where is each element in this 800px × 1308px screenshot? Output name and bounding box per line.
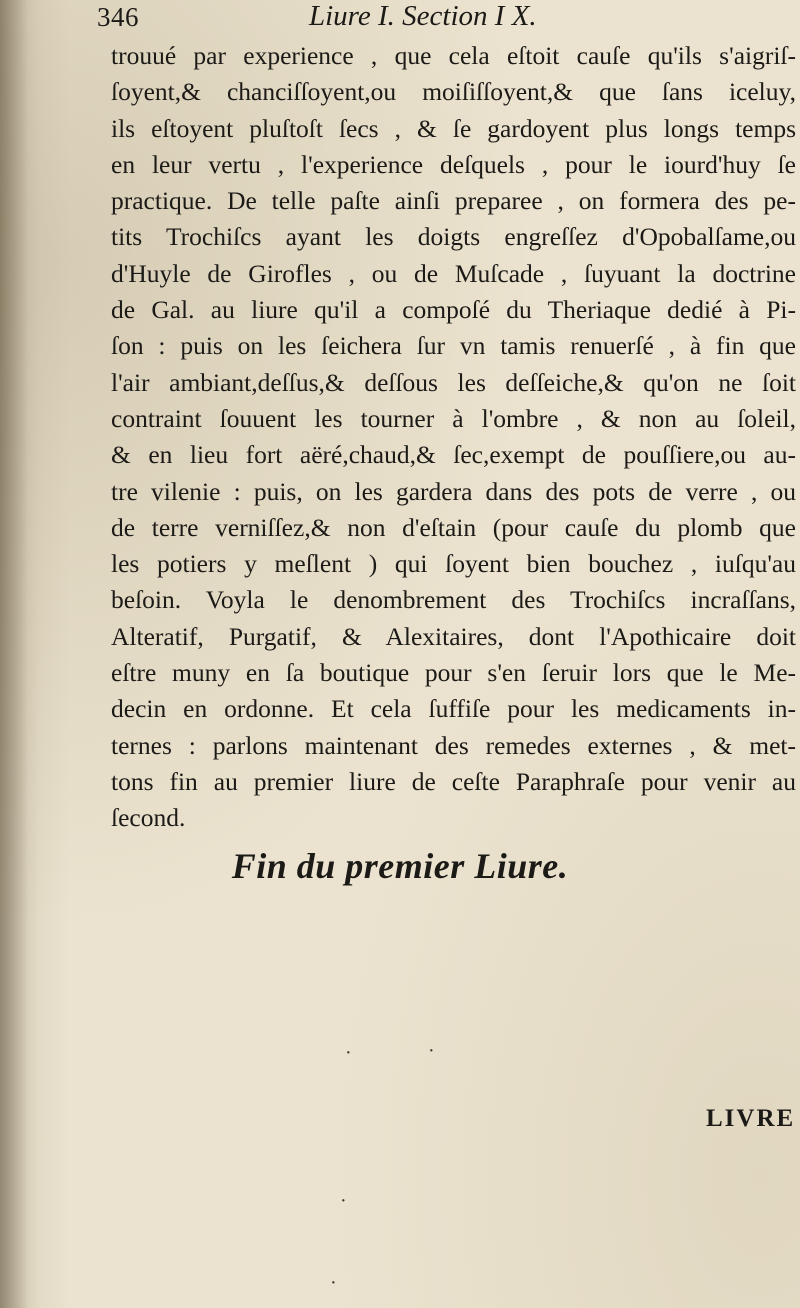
text-line: d'Huyle de Girofles , ou de Muſcade , ſuyuant la doctrine [111,258,796,288]
running-head: Liure I. Section I X. [309,0,537,32]
text-line: en leur vertu , l'experience deſquels , pour le iourd'huy ſe [111,149,796,179]
text-line: l'air ambiant,deſſus,& deſſous les deſſeiche,& qu'on ne ſoit [111,367,796,397]
end-of-book-title: Fin du premier Liure. [231,846,569,886]
text-line: ternes : parlons maintenant des remedes externes , & met- [111,730,796,760]
ink-speck: · [340,1190,347,1212]
text-line: tons fin au premier liure de ceſte Paraphraſe pour venir au [111,766,796,796]
text-line: ſon : puis on les ſeichera ſur vn tamis renuerſé , à fin que [111,331,796,361]
text-line: beſoin. Voyla le denombrement des Trochiſcs incraſſans, [111,585,796,615]
text-line: les potiers y meſlent ) qui ſoyent bien bouchez , iuſqu'au [111,549,796,579]
text-line: eſtre muny en ſa boutique pour s'en ſeruir lors que le Me- [111,658,796,688]
text-line: practique. De telle paſte ainſi preparee , on formera des pe- [111,186,796,216]
page-number: 346 [97,2,139,32]
text-line: tre vilenie : puis, on les gardera dans des pots de verre , ou [111,476,796,506]
text-line: ſoyent,& chanciſſoyent,ou moiſiſſoyent,& que ſans iceluy, [111,77,796,107]
text-line: Alteratif, Purgatif, & Alexitaires, dont l'Apothicaire doit [111,621,796,651]
text-line: tits Trochiſcs ayant les doigts engreſſez d'Opobalſame,ou [111,222,796,252]
ink-speck: · [330,1272,337,1294]
text-line: ils eſtoyent pluſtoſt ſecs , & ſe gardoyent plus longs temps [111,113,796,143]
body-paragraph [111,38,796,837]
ink-speck: · [345,1042,352,1064]
page-gutter-shadow [0,0,28,1308]
ink-speck: · [428,1040,435,1062]
text-line: de terre verniſſez,& non d'eſtain (pour cauſe du plomb que [111,512,796,542]
catchword: LIVRE [706,1105,796,1132]
text-line: trouué par experience , que cela eſtoit cauſe qu'ils s'aigriſ- [111,41,796,70]
text-line: ſecond. [111,803,186,833]
text-line: decin en ordonne. Et cela ſuffiſe pour les medicaments in- [111,694,796,724]
text-line: & en lieu fort aëré,chaud,& ſec,exempt de pouſſiere,ou au- [111,440,796,470]
text-line: contraint ſouuent les tourner à l'ombre , & non au ſoleil, [111,403,796,433]
page-header [97,0,737,38]
text-line: de Gal. au liure qu'il a compoſé du Theriaque dedié à Pi- [111,295,796,325]
